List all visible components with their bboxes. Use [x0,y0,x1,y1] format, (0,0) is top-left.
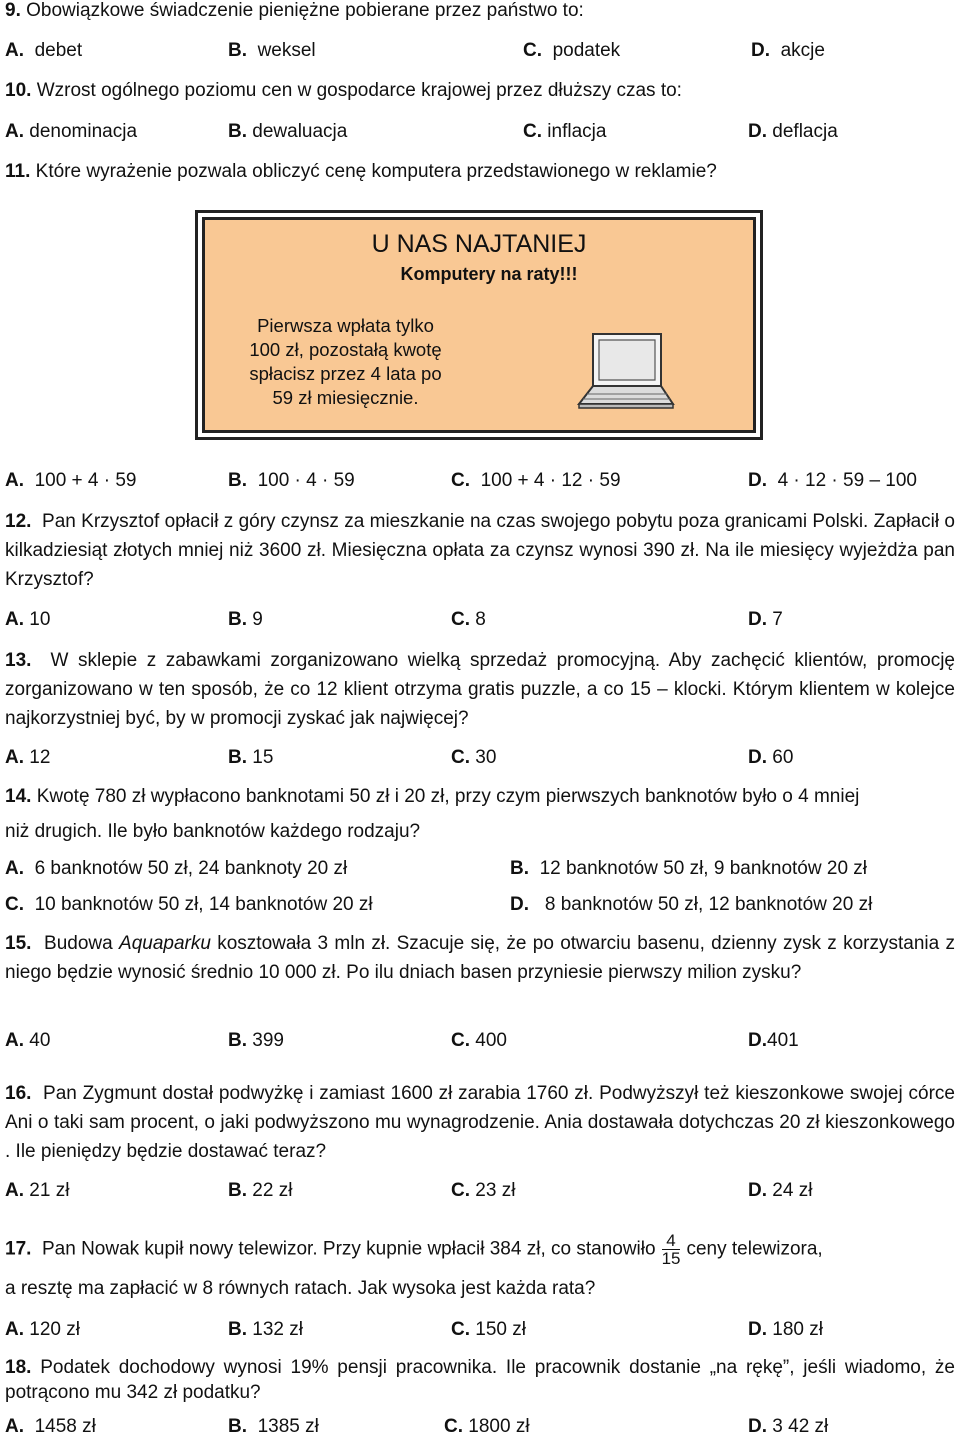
q17-option-d: D. 180 zł [748,1319,823,1340]
laptop-icon [575,332,675,410]
q13-question [5,646,955,733]
q12-number: 12. [5,511,32,532]
q17-option-b: B. 132 zł [228,1319,303,1340]
q9-question [5,0,584,22]
q15-option-b: B. 399 [228,1030,284,1051]
q17-option-c: C. 150 zł [451,1319,526,1340]
q17-option-a: A. 120 zł [5,1319,80,1340]
ad-text: Pierwsza wpłata tylko 100 zł, pozostałą kwotę spłacisz przez 4 lata po 59 zł miesięcznie. [249,315,442,408]
q9-text: Obowiązkowe świadczenie pieniężne pobierane przez państwo to: [26,0,584,21]
ad-subtitle: Komputery na raty!!! [400,264,578,284]
q18-number: 18. [5,1357,32,1378]
q12-option-b: B. 9 [228,609,263,630]
q15-question: 15. Budowa Aquaparku kosztowała 3 mln zł. Szacuje się, że po otwarciu basenu, dzienny zysk z korzystania z niego będzie wynosić średnio 10 000 zł. Po ilu dniach basen przyniesie pierwszy milion zysku? [5,933,955,983]
q14-question-line2: niż drugich. Ile było banknotów każdego rodzaju? [5,821,421,842]
q16-option-c: C. 23 zł [451,1180,516,1201]
q16-option-d: D. 24 zł [748,1180,813,1201]
q9-number: 9. [5,0,21,21]
q15-option-d: D.401 [748,1030,799,1051]
q12-question [5,507,955,594]
q11-question [5,161,717,183]
q13-number: 13. [5,650,32,671]
q17-number: 17. [5,1238,32,1260]
q14-option-a: A. 6 banknotów 50 zł, 24 banknoty 20 zł [5,858,348,879]
q10-number: 10. [5,80,32,101]
q13-option-c: C. 30 [451,747,497,768]
q12-option-d: D. 7 [748,609,783,630]
q16-question [5,1079,955,1166]
q14-text-1: Kwotę 780 zł wypłacono banknotami 50 zł i 20 zł, przy czym pierwszych banknotów było o 4 mniej [36,786,860,807]
q16-number: 16. [5,1083,32,1104]
q11-option-a: A. 100 + 4 · 59 [5,470,137,491]
q18-option-c: C. 1800 zł [444,1416,530,1437]
q11-option-d: D. 4 · 12 · 59 – 100 [748,470,917,491]
q10-option-d: D. deflacja [748,121,838,142]
q9-option-c: C. podatek [523,40,621,61]
q16-option-a: A. 21 zł [5,1180,70,1201]
q10-option-c: C. inflacja [523,121,607,142]
q10-option-b: B. dewaluacja [228,121,348,142]
q13-text: W sklepie z zabawkami zorganizowano wielką sprzedaż promocyjną. Aby zachęcić klientów, promocję zorganizowano w ten sposób, że co 12 klient otrzyma gratis puzzle, a co 15 – klocki. Którym klientem w kolejce najkorzystniej być, by w promocji zyskać jak najwięcej? [5,650,956,729]
q15-number: 15. [5,933,32,954]
q12-text: Pan Krzysztof opłacił z góry czynsz za mieszkanie na czas swojego pobytu poza granicami Polski. Zapłacił o kilkadziesiąt złotych mniej niż 3600 zł. Miesięczna opłata za czynsz wynosi 390 zł. Na ile miesięcy wyjeżdża pan Krzysztof? [5,511,955,590]
q18-option-d: D. 3 42 zł [748,1416,829,1437]
q12-option-c: C. 8 [451,609,486,630]
q13-option-d: D. 60 [748,747,794,768]
q14-option-b: B. 12 banknotów 50 zł, 9 banknotów 20 zł [510,858,868,879]
ad-title: U NAS NAJTANIEJ [371,230,587,258]
q13-option-b: B. 15 [228,747,274,768]
q10-question [5,80,682,102]
q11-option-b: B. 100 · 4 · 59 [228,470,355,491]
q18-question [5,1355,955,1405]
q11-number: 11. [5,161,31,182]
q12-option-a: A. 10 [5,609,51,630]
q10-option-a: A. denominacja [5,121,138,142]
q9-option-a: A. debet [5,40,83,61]
q9-option-d: D. akcje [751,40,825,61]
fraction: $\frac{4}{15}$ [661,1231,681,1268]
q15-italic-term: Aquaparku [119,933,211,954]
q16-option-b: B. 22 zł [228,1180,293,1201]
q17-question-line2: a resztę ma zapłacić w 8 równych ratach. Jak wysoka jest każda rata? [5,1278,596,1299]
q18-text: Podatek dochodowy wynosi 19% pensji pracownika. Ile pracownik dostanie „na rękę”, jeśli wiadomo, że potrącono mu 342 zł podatku? [5,1357,955,1403]
q14-question-line1 [5,786,859,808]
q15-option-a: A. 40 [5,1030,51,1051]
advertisement [195,210,763,440]
q14-option-d: D. 8 banknotów 50 zł, 12 banknotów 20 zł [510,894,873,915]
q9-option-b: B. weksel [228,40,316,61]
q11-text: Które wyrażenie pozwala obliczyć cenę komputera przedstawionego w reklamie? [35,161,717,182]
q13-option-a: A. 12 [5,747,51,768]
q11-option-c: C. 100 + 4 · 12 · 59 [451,470,621,491]
q18-option-a: A. 1458 zł [5,1416,96,1437]
q14-number: 14. [5,786,32,807]
q18-option-b: B. 1385 zł [228,1416,319,1437]
q15-option-c: C. 400 [451,1030,507,1051]
q10-text: Wzrost ogólnego poziomu cen w gospodarce krajowej przez dłuższy czas to: [36,80,682,101]
q17-question-line1: 17. Pan Nowak kupił nowy telewizor. Przy kupnie wpłacił 384 zł, co stanowiło $\frac{4}{15}$ ceny telewizora, [5,1231,823,1268]
q14-option-c: C. 10 banknotów 50 zł, 14 banknotów 20 zł [5,894,373,915]
q16-text: Pan Zygmunt dostał podwyżkę i zamiast 1600 zł zarabia 1760 zł. Podwyższył też kieszonkowe swojej córce Ani o taki sam procent, o jaki podwyższono mu wynagrodzenie. Ania dostawała dotychczas 20 zł kieszonkowego . Ile pieniędzy będzie dostawać teraz? [5,1083,955,1162]
